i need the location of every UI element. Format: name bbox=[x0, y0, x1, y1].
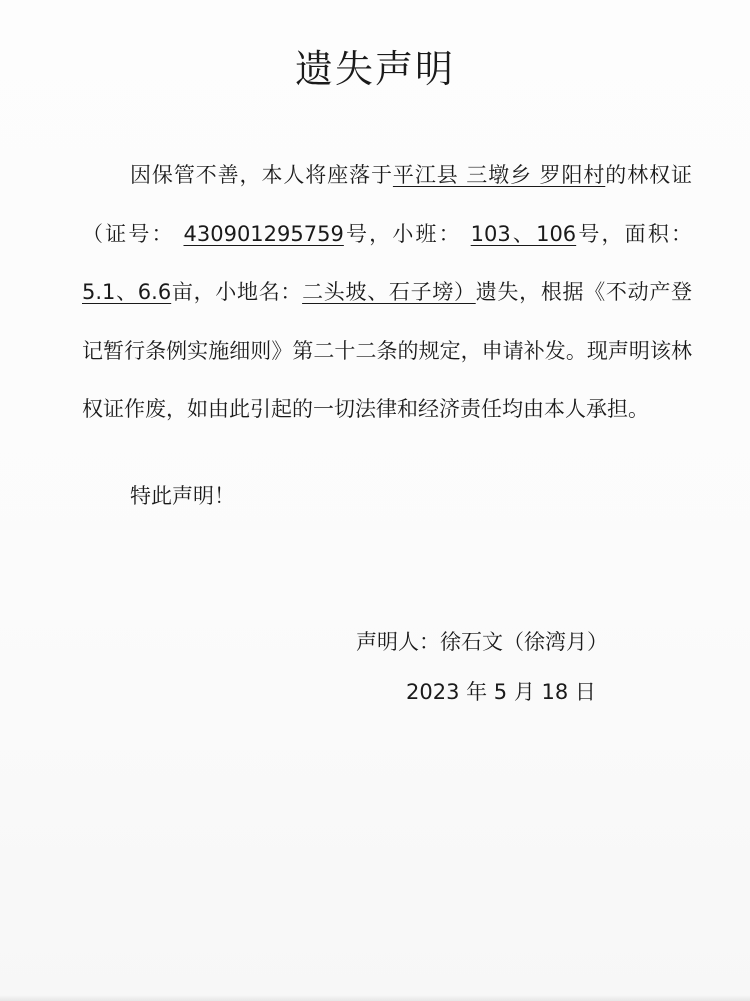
closing-statement: 特此声明！ bbox=[130, 484, 235, 508]
signer-name: 声明人：徐石文（徐湾月） bbox=[356, 630, 608, 654]
plot-number: 103、106 bbox=[470, 221, 577, 246]
certificate-number: 430901295759 bbox=[183, 221, 344, 246]
page-bottom-shadow bbox=[0, 995, 750, 1001]
declaration-paragraph bbox=[82, 146, 692, 439]
declaration-body bbox=[82, 146, 692, 439]
text-segment-3: 号，小班： bbox=[343, 221, 462, 246]
location-value: 平江县 三墩乡 罗阳村 bbox=[392, 163, 606, 187]
text-segment-1: 因保管不善，本人将座落于 bbox=[130, 163, 393, 187]
text-segment-6: 遗失，根据《不动产登记暂行条例实施细则》第二十二条的规定，申请补发。现声明该林权证作废，如由此引起的一切法律和经济责任均由本人承担。 bbox=[82, 280, 693, 421]
area-value: 5.1、6.6 bbox=[82, 280, 172, 304]
place-name: 二头坡、石子塝） bbox=[302, 280, 476, 304]
text-segment-5: 亩，小地名： bbox=[171, 280, 303, 304]
document-title: 遗失声明 bbox=[294, 47, 455, 91]
text-segment-2: 的林权证（证号： bbox=[82, 163, 693, 246]
signature-date: 2023 年 5 月 18 日 bbox=[406, 680, 596, 704]
text-segment-4: 号，面积： bbox=[576, 221, 692, 246]
